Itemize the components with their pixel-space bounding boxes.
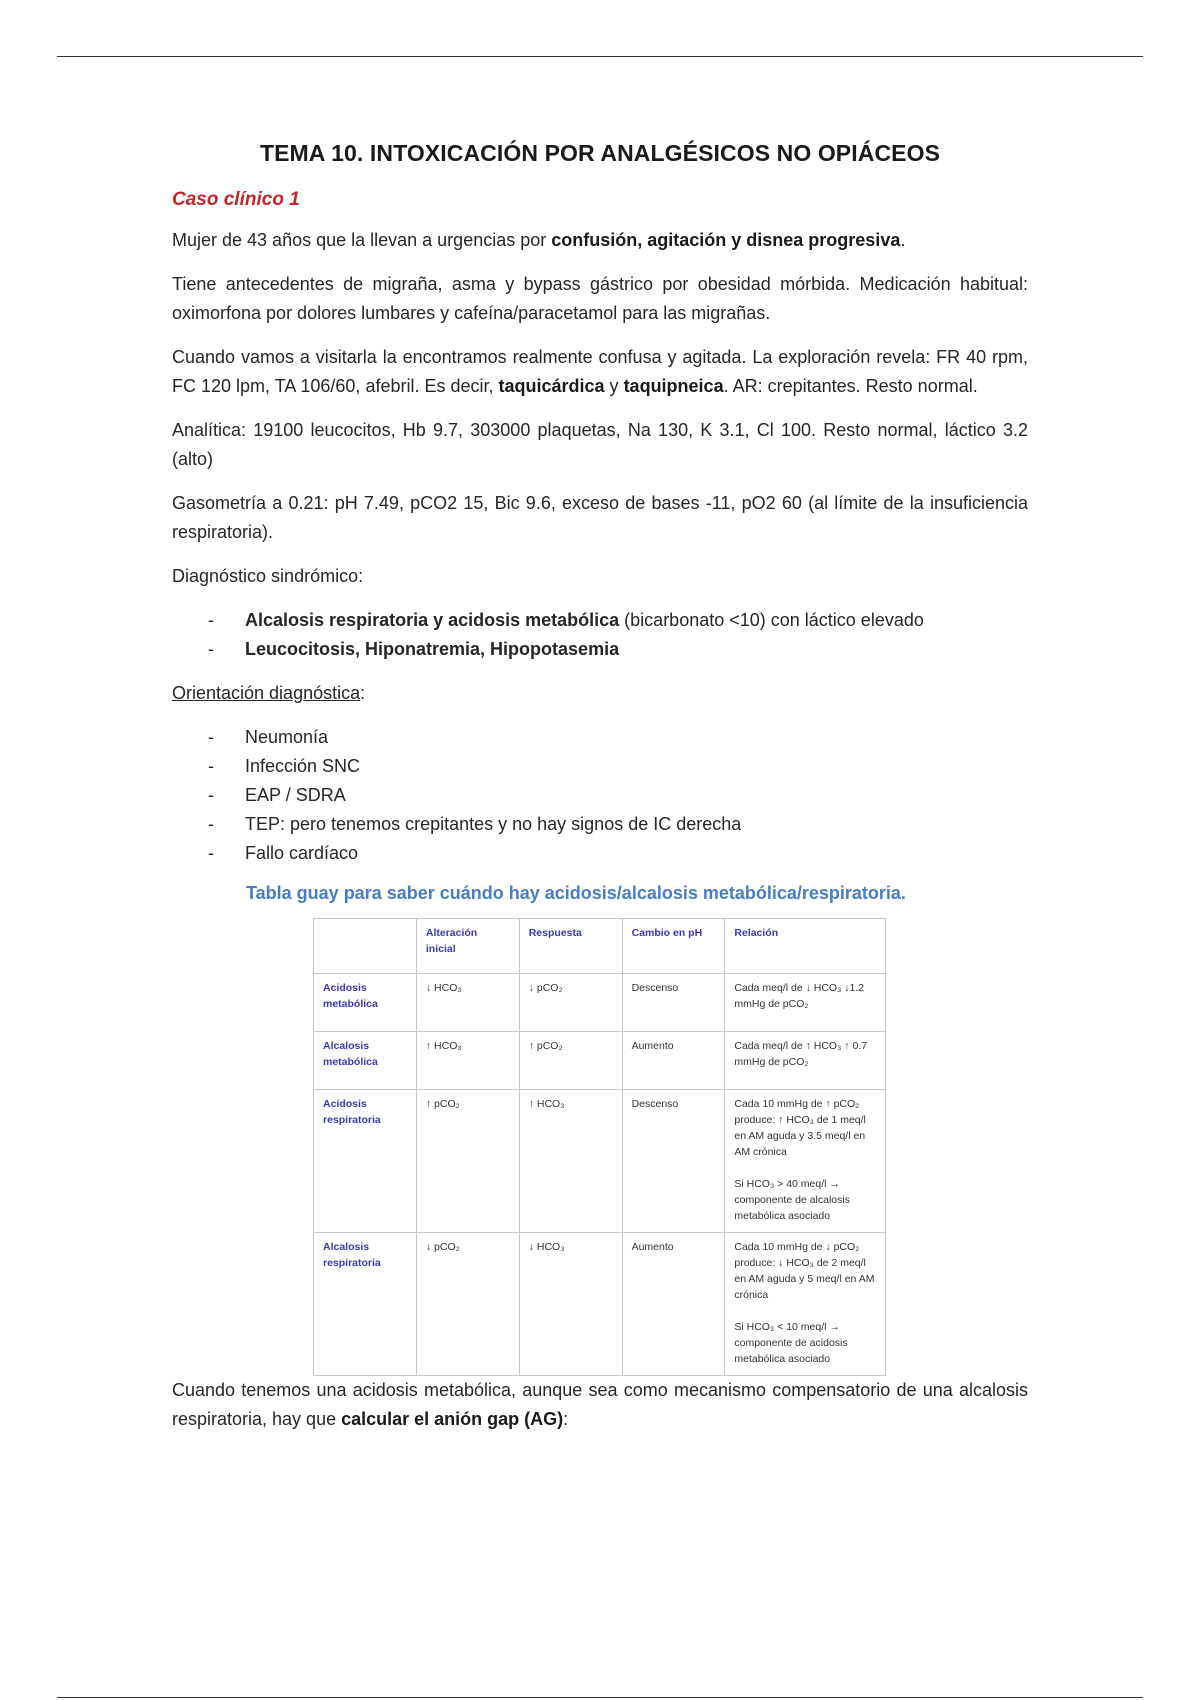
- table-cell: ↓ pCO₂: [519, 974, 622, 1032]
- paragraph-presentation: [172, 226, 1028, 255]
- relation-text: Cada 10 mmHg de ↓ pCO₂ produce: ↓ HCO₃ de 2 meq/l en AM aguda y 5 meq/l en AM crónica: [734, 1241, 875, 1301]
- table-cell: ↓ pCO₂: [416, 1233, 519, 1376]
- relation-text: Cada meq/l de ↓ HCO₃ ↓1.2 mmHg de pCO₂: [734, 982, 865, 1010]
- table-header-cell: Alteración inicial: [416, 919, 519, 974]
- bold-span: Alcalosis respiratoria y acidosis metabólica: [245, 610, 620, 630]
- list-item: [172, 723, 1028, 752]
- table-cell: Aumento: [622, 1233, 725, 1376]
- text-span: :: [360, 683, 366, 703]
- dash-bullet: -: [208, 785, 214, 805]
- table-cell: ↓ HCO₃: [416, 974, 519, 1032]
- table-header-cell: Cambio en pH: [622, 919, 725, 974]
- list-item-text: EAP / SDRA: [245, 785, 346, 805]
- syndromic-dx-list: [172, 606, 1028, 664]
- table-header-cell: Respuesta: [519, 919, 622, 974]
- list-item-text: Fallo cardíaco: [245, 843, 359, 863]
- table-cell: ↑ HCO₃: [519, 1090, 622, 1233]
- case-title: Caso clínico 1: [172, 189, 300, 210]
- table-header-cell: [314, 919, 417, 974]
- table-cell: ↑ HCO₃: [416, 1032, 519, 1090]
- dash-bullet: -: [208, 727, 214, 747]
- relation-text: Cada meq/l de ↑ HCO₃ ↑ 0.7 mmHg de pCO₂: [734, 1040, 868, 1068]
- paragraph-labs: Analítica: 19100 leucocitos, Hb 9.7, 303000 plaquetas, Na 130, K 3.1, Cl 100. Resto normal, láctico 3.2 (alto): [172, 420, 1028, 469]
- table-row: [314, 974, 886, 1032]
- table-cell: ↓ HCO₃: [519, 1233, 622, 1376]
- list-item: [172, 781, 1028, 810]
- table-cell: ↑ pCO₂: [416, 1090, 519, 1233]
- bold-span: taquipneica: [623, 376, 724, 396]
- relation-text: Si HCO₃ > 40 meq/l → componente de alcalosis metabólica asociado: [734, 1178, 850, 1222]
- list-item-text: Neumonía: [245, 727, 329, 747]
- page-bottom-rule: [57, 1697, 1143, 1698]
- table-cell: Descenso: [622, 974, 725, 1032]
- dash-bullet: -: [208, 814, 214, 834]
- paragraph-orientation: [172, 679, 1028, 708]
- bold-span: Leucocitosis, Hiponatremia, Hipopotasemia: [245, 639, 620, 659]
- text-span: :: [563, 1409, 569, 1429]
- list-item-text: TEP: pero tenemos crepitantes y no hay signos de IC derecha: [245, 814, 742, 834]
- table-header-row: [314, 919, 886, 974]
- bold-span: confusión, agitación y disnea progresiva: [551, 230, 901, 250]
- text-span: Cuando vamos a visitarla la encontramos realmente confusa y agitada. La exploración revela: FR 40 rpm, FC 120 lpm, TA 106/60, afebril. Es decir,: [172, 347, 1028, 396]
- table-cell: Descenso: [622, 1090, 725, 1233]
- table-cell: [725, 1233, 886, 1376]
- underlined-heading: Orientación diagnóstica: [172, 683, 361, 703]
- table-row-header: Acidosis respiratoria: [314, 1090, 417, 1233]
- page-title: TEMA 10. INTOXICACIÓN POR ANALGÉSICOS NO OPIÁCEOS: [259, 140, 941, 166]
- table-header-cell: Relación: [725, 919, 886, 974]
- table-cell: [725, 1032, 886, 1090]
- dash-bullet: -: [208, 639, 214, 659]
- table-cell: Aumento: [622, 1032, 725, 1090]
- paragraph-syndromic-dx: Diagnóstico sindrómico:: [172, 566, 364, 586]
- orientation-list: [172, 723, 1028, 868]
- table-caption: Tabla guay para saber cuándo hay acidosis/alcalosis metabólica/respiratoria.: [246, 883, 906, 903]
- dash-bullet: -: [208, 756, 214, 776]
- table-row: [314, 1233, 886, 1376]
- list-item: [172, 810, 1028, 839]
- table-cell: ↑ pCO₂: [519, 1032, 622, 1090]
- table-row-header: Alcalosis metabólica: [314, 1032, 417, 1090]
- paragraph-history: Tiene antecedentes de migraña, asma y bypass gástrico por obesidad mórbida. Medicación habitual: oximorfona por dolores lumbares y cafeína/paracetamol para las migrañas.: [172, 274, 1028, 323]
- table-cell: [725, 974, 886, 1032]
- dash-bullet: -: [208, 610, 214, 630]
- bold-span: taquicárdica: [498, 376, 605, 396]
- relation-text: Si HCO₃ < 10 meq/l → componente de acidosis metabólica asociado: [734, 1321, 848, 1365]
- text-span: y: [604, 376, 624, 396]
- table-row: [314, 1090, 886, 1233]
- list-item: [172, 606, 1028, 635]
- paragraph-anion-gap: [172, 1376, 1028, 1434]
- table-cell: [725, 1090, 886, 1233]
- list-item: [172, 839, 1028, 868]
- text-span: (bicarbonato <10) con láctico elevado: [619, 610, 924, 630]
- list-item-text: Infección SNC: [245, 756, 361, 776]
- text-span: Mujer de 43 años que la llevan a urgencias por: [172, 230, 552, 250]
- page-top-rule: [57, 56, 1143, 57]
- bold-span: calcular el anión gap (AG): [341, 1409, 564, 1429]
- dash-bullet: -: [208, 843, 214, 863]
- document-body: [172, 140, 1028, 1449]
- paragraph-exploration: [172, 343, 1028, 401]
- table-row-header: Alcalosis respiratoria: [314, 1233, 417, 1376]
- text-span: .: [900, 230, 906, 250]
- table-row-header: Acidosis metabólica: [314, 974, 417, 1032]
- paragraph-blood-gas: Gasometría a 0.21: pH 7.49, pCO2 15, Bic 9.6, exceso de bases -11, pO2 60 (al límite de la insuficiencia respiratoria).: [172, 493, 1028, 542]
- list-item: [172, 752, 1028, 781]
- acid-base-table: [313, 918, 886, 1376]
- relation-text: Cada 10 mmHg de ↑ pCO₂ produce: ↑ HCO₃ de 1 meq/l en AM aguda y 3.5 meq/l en AM crónica: [734, 1098, 866, 1158]
- text-span: Cuando tenemos una acidosis metabólica, aunque sea como mecanismo compensatorio de una alcalosis respiratoria, hay que: [172, 1380, 1028, 1429]
- table-row: [314, 1032, 886, 1090]
- list-item: [172, 635, 1028, 664]
- text-span: . AR: crepitantes. Resto normal.: [723, 376, 978, 396]
